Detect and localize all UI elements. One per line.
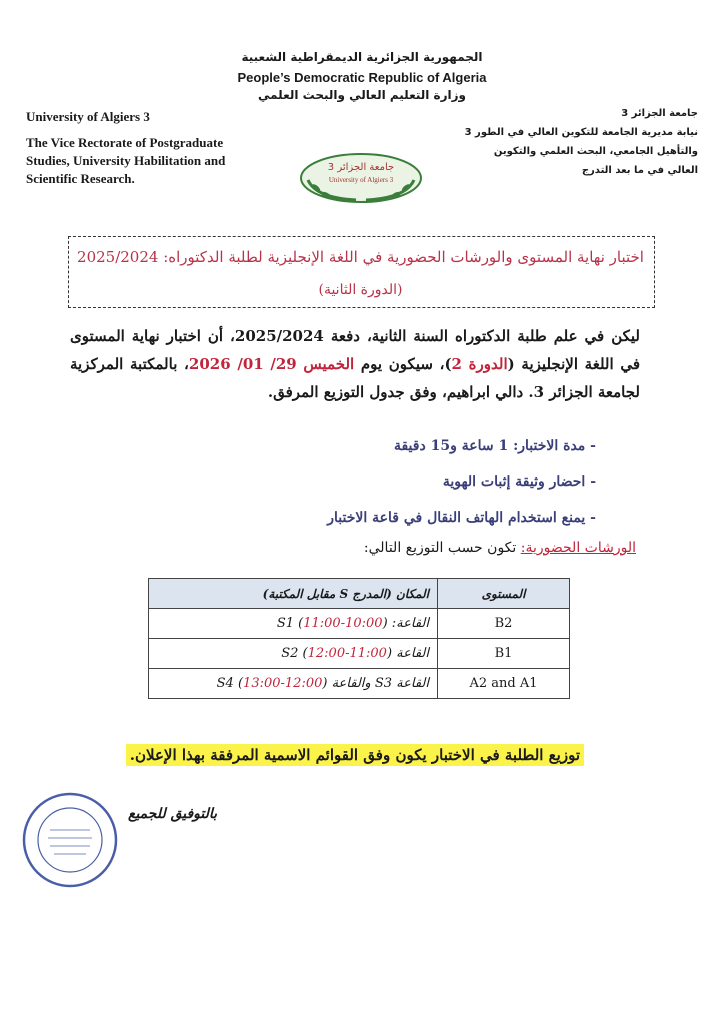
room-text: القاعة S3 والقاعة S4 (	[216, 676, 429, 691]
header-level: المستوى	[438, 579, 570, 609]
announcement-title: اختبار نهاية المستوى والورشات الحضورية في اللغة الإنجليزية لطلبة الدكتوراه: 2025/2024	[77, 248, 644, 266]
place-cell	[149, 609, 438, 639]
workshop-text: تكون حسب التوزيع التالي:	[363, 540, 521, 556]
distribution-table	[148, 578, 570, 699]
paragraph-part-2: )، سيكون يوم	[354, 355, 452, 373]
table-row	[149, 669, 570, 699]
university-english-block	[26, 108, 266, 188]
header-place: المكان (المدرج S مقابل المكتبة)	[149, 579, 438, 609]
room-text: القاعة S2 (	[281, 646, 429, 661]
distribution-note: توزيع الطلبة في الاختبار يكون وفق القوائم الاسمية المرفقة بهذا الإعلان.	[126, 744, 584, 766]
arabic-line-1: جامعة الجزائر 3	[621, 108, 698, 119]
session-subtitle: (الدورة الثانية)	[318, 282, 403, 298]
arabic-line-3: والتأهيل الجامعي، البحث العلمي والتكوين	[493, 146, 698, 157]
arabic-line-2: نيابة مديرية الجامعة للتكوين العالي في الطور 3	[464, 127, 698, 138]
session-label: الدورة 2	[451, 355, 508, 373]
time-slot: 11:00-10:00	[303, 616, 383, 631]
republic-arabic: الجمهورية الجزائرية الديمقراطية الشعبية	[241, 50, 483, 64]
room-text: القاعة: S1 (	[276, 616, 429, 631]
signoff: بالتوفيق للجميع	[128, 806, 218, 822]
place-cell	[149, 669, 438, 699]
close-paren: )	[322, 676, 328, 691]
instruction-phone: - يمنع استخدام الهاتف النقال في قاعة الاختبار	[327, 510, 596, 526]
close-paren: )	[382, 616, 388, 631]
arabic-line-4: العالي في ما بعد التدرج	[581, 165, 698, 176]
time-slot: 12:00-11:00	[307, 646, 387, 661]
level-cell: B2	[438, 609, 570, 639]
logo-arabic-text: جامعة الجزائر 3	[327, 162, 395, 173]
table-row	[149, 609, 570, 639]
instructions-list	[276, 428, 596, 536]
republic-english: People’s Democratic Republic of Algeria	[237, 70, 487, 85]
vice-rectorate: The Vice Rectorate of Postgraduate Studies, University Habilitation and Scientific Research.	[26, 135, 226, 186]
ministry-arabic: وزارة التعليم العالي والبحث العلمي	[257, 88, 467, 102]
workshop-label: الورشات الحضورية:	[520, 540, 636, 556]
paragraph-part-1: ليكن في علم طلبة الدكتوراه السنة الثانية، دفعة 2025/2024، أن اختبار نهاية المستوى في اللغة الإنجليزية (	[70, 327, 641, 373]
exam-date: الخميس 29/ 01/ 2026	[188, 355, 355, 373]
level-cell: B1	[438, 639, 570, 669]
university-name: University of Algiers 3	[26, 109, 150, 124]
instruction-id: - احضار وثيقة إثبات الهوية	[442, 474, 596, 490]
official-stamp	[20, 790, 120, 890]
workshop-heading	[364, 540, 636, 556]
table-row	[149, 639, 570, 669]
instruction-duration: - مدة الاختبار: 1 ساعة و15 دقيقة	[393, 438, 596, 454]
table-header-row	[149, 579, 570, 609]
place-cell	[149, 639, 438, 669]
paragraph-part-3: ، بالمكتبة المركزية لجامعة الجزائر 3. دالي ابراهيم، وفق جدول التوزيع المرفق.	[70, 355, 640, 401]
university-arabic-block	[448, 104, 698, 180]
university-logo	[296, 148, 426, 208]
logo-english-text: University of Algiers 3	[328, 176, 394, 184]
close-paren: )	[386, 646, 393, 661]
announcement-paragraph	[70, 322, 640, 406]
level-cell: A2 and A1	[438, 669, 570, 699]
time-slot: 13:00-12:00	[243, 676, 323, 691]
